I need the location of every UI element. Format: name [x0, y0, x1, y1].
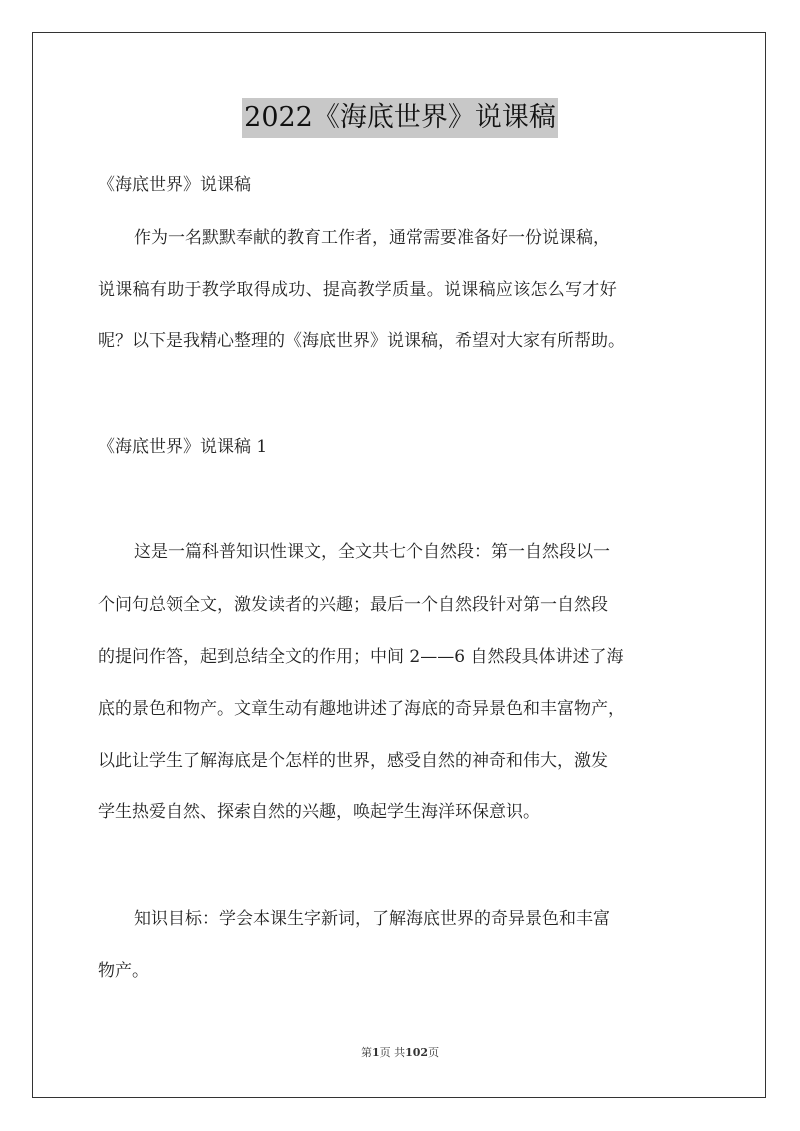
title-container	[0, 98, 800, 138]
paragraph-line: 呢？以下是我精心整理的《海底世界》说课稿，希望对大家有所帮助。	[98, 331, 625, 351]
section-heading: 《海底世界》说课稿 1	[98, 437, 268, 457]
footer-prefix: 第	[360, 1046, 372, 1059]
paragraph-line: 物产。	[98, 961, 149, 981]
paragraph-line: 知识目标：学会本课生字新词，了解海底世界的奇异景色和丰富	[134, 909, 610, 929]
paragraph-line: 学生热爱自然、探索自然的兴趣，唤起学生海洋环保意识。	[98, 802, 540, 822]
footer-mid: 页 共	[379, 1046, 406, 1059]
paragraph-line: 作为一名默默奉献的教育工作者，通常需要准备好一份说课稿，	[134, 228, 610, 248]
paragraph-line: 的提问作答，起到总结全文的作用；中间 2——6 自然段具体讲述了海	[98, 647, 624, 667]
paragraph-line: 以此让学生了解海底是个怎样的世界，感受自然的神奇和伟大，激发	[98, 751, 608, 771]
paragraph-line: 说课稿有助于教学取得成功、提高教学质量。说课稿应该怎么写才好	[98, 280, 617, 300]
paragraph-line: 个问句总领全文，激发读者的兴趣；最后一个自然段针对第一自然段	[98, 595, 608, 615]
footer-suffix: 页	[428, 1046, 440, 1059]
paragraph-line: 这是一篇科普知识性课文，全文共七个自然段：第一自然段以一	[134, 542, 610, 562]
footer-total-pages: 102	[405, 1046, 429, 1059]
subtitle-line: 《海底世界》说课稿	[98, 175, 251, 195]
paragraph-line: 底的景色和物产。文章生动有趣地讲述了海底的奇异景色和丰富物产，	[98, 699, 625, 719]
footer-page-number: 1	[371, 1046, 380, 1059]
page-footer	[0, 1044, 800, 1060]
document-title: 2022《海底世界》说课稿	[242, 98, 558, 138]
